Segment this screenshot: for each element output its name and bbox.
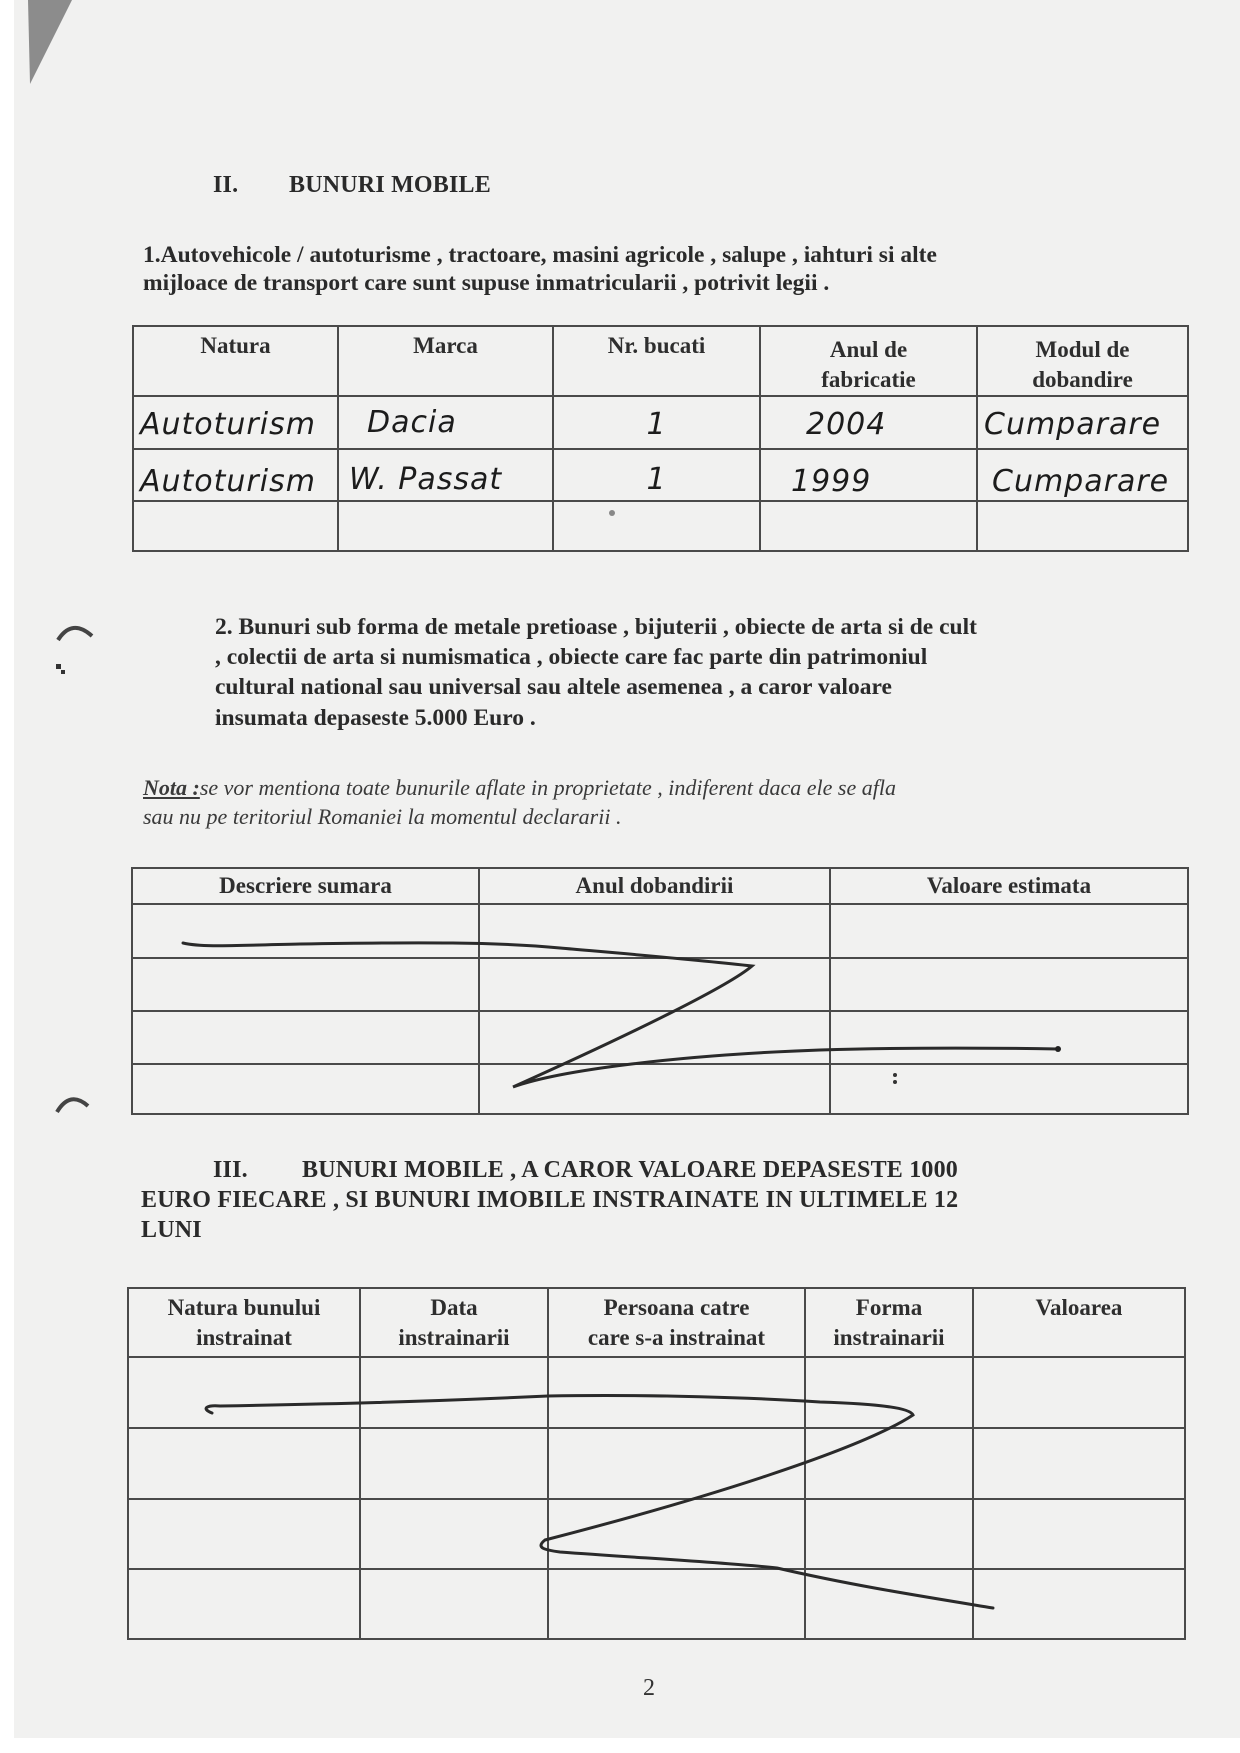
- cell-empty: [548, 1569, 805, 1639]
- table-row: [132, 1064, 1188, 1114]
- precious-goods-table: [131, 867, 1189, 1115]
- table-row: [128, 1499, 1185, 1569]
- cell-empty: [553, 501, 760, 551]
- header-marca: Marca: [338, 326, 553, 396]
- cell-empty: [479, 958, 830, 1011]
- header-natura: Natura: [133, 326, 338, 396]
- cell-empty: [128, 1428, 360, 1499]
- header-anul-dobandirii: Anul dobandirii: [479, 868, 830, 904]
- cell-empty: [128, 1357, 360, 1428]
- cell-empty: [360, 1569, 548, 1639]
- table-row: [128, 1428, 1185, 1499]
- section-ii-number: II.: [213, 172, 239, 198]
- cell-empty: [128, 1569, 360, 1639]
- header-valoare-estimata: Valoare estimata: [830, 868, 1188, 904]
- subsection-2-line-3: cultural national sau universal sau altele asemenea , a caror valoare: [215, 674, 892, 700]
- cell-empty: [479, 1064, 830, 1114]
- header-descriere-sumara: Descriere sumara: [132, 868, 479, 904]
- cell-empty: [360, 1428, 548, 1499]
- header-natura-bunului: Natura bunului instrainat: [128, 1288, 360, 1357]
- cell-empty: [805, 1357, 973, 1428]
- cell-marca: W. Passat: [338, 449, 553, 501]
- table-row: [133, 449, 1188, 501]
- subsection-2-line-4: insumata depaseste 5.000 Euro .: [215, 705, 536, 731]
- table-row: [132, 958, 1188, 1011]
- table-row: [128, 1357, 1185, 1428]
- section-iii-title-line-3: LUNI: [141, 1217, 202, 1243]
- table-row: [133, 501, 1188, 551]
- cell-modul: Cumparare: [977, 396, 1188, 449]
- cell-empty: [360, 1499, 548, 1569]
- cell-empty: [830, 1011, 1188, 1064]
- alienated-goods-table: [127, 1287, 1186, 1640]
- cell-empty: [479, 904, 830, 958]
- cell-empty: [338, 501, 553, 551]
- cell-empty: [830, 904, 1188, 958]
- page-number: 2: [643, 1675, 655, 1701]
- header-forma-instrainarii: Forma instrainarii: [805, 1288, 973, 1357]
- corner-fold-shape: [28, 0, 72, 84]
- cell-empty: [805, 1428, 973, 1499]
- cell-empty: [805, 1569, 973, 1639]
- cell-anul: 1999: [760, 449, 977, 501]
- subsection-1-line-1: 1.Autovehicole / autoturisme , tractoare, masini agricole , salupe , iahturi si alte: [143, 242, 937, 268]
- section-ii-title: BUNURI MOBILE: [289, 172, 491, 198]
- cell-marca: Dacia: [338, 396, 553, 449]
- cell-empty: [479, 1011, 830, 1064]
- table-row: [128, 1569, 1185, 1639]
- cell-empty: [830, 1064, 1188, 1114]
- cell-empty: [132, 1064, 479, 1114]
- nota-line-2: sau nu pe teritoriul Romaniei la momentul declararii .: [143, 804, 622, 829]
- section-iii-number: III.: [213, 1157, 248, 1183]
- subsection-2-line-1: 2. Bunuri sub forma de metale pretioase , bijuterii , obiecte de arta si de cult: [215, 614, 977, 640]
- cell-empty: [830, 958, 1188, 1011]
- subsection-2-line-2: , colectii de arta si numismatica , obiecte care fac parte din patrimoniul: [215, 644, 928, 670]
- section-iii-title-line-2: EURO FIECARE , SI BUNURI IMOBILE INSTRAINATE IN ULTIMELE 12: [141, 1187, 959, 1213]
- cell-natura: Autoturism: [133, 396, 338, 449]
- section-iii-title-line-1: BUNURI MOBILE , A CAROR VALOARE DEPASESTE 1000: [302, 1157, 958, 1183]
- table-row: [132, 904, 1188, 958]
- cell-empty: [760, 501, 977, 551]
- cell-empty: [548, 1499, 805, 1569]
- cell-empty: [128, 1499, 360, 1569]
- cell-empty: [973, 1428, 1185, 1499]
- table-row: [133, 396, 1188, 449]
- cell-natura: Autoturism: [133, 449, 338, 501]
- table-row: [132, 1011, 1188, 1064]
- table-header-row: [133, 326, 1188, 396]
- nota-line-1: [143, 773, 896, 802]
- nota-text-1: se vor mentiona toate bunurile aflate in proprietate , indiferent daca ele se afla: [199, 775, 896, 800]
- cell-anul: 2004: [760, 396, 977, 449]
- cell-empty: [360, 1357, 548, 1428]
- header-modul-dobandire: Modul de dobandire: [977, 326, 1188, 396]
- cell-modul: Cumparare: [977, 449, 1188, 501]
- cell-empty: [132, 1011, 479, 1064]
- cell-empty: [973, 1357, 1185, 1428]
- vehicles-table: [132, 325, 1189, 552]
- cell-nr-bucati: 1: [553, 449, 760, 501]
- folded-corner-shadow: [0, 0, 80, 90]
- table-header-row: [132, 868, 1188, 904]
- cell-empty: [133, 501, 338, 551]
- subsection-1-line-2: mijloace de transport care sunt supuse inmatricularii , potrivit legii .: [143, 270, 830, 296]
- header-nr-bucati: Nr. bucati: [553, 326, 760, 396]
- header-persoana: Persoana catre care s-a instrainat: [548, 1288, 805, 1357]
- table-header-row: [128, 1288, 1185, 1357]
- header-valoarea: Valoarea: [973, 1288, 1185, 1357]
- header-data-instrainarii: Data instrainarii: [360, 1288, 548, 1357]
- header-anul-fabricatie: Anul de fabricatie: [760, 326, 977, 396]
- cell-empty: [977, 501, 1188, 551]
- nota-label: Nota :: [143, 775, 200, 800]
- cell-nr-bucati: 1: [553, 396, 760, 449]
- cell-empty: [805, 1499, 973, 1569]
- cell-empty: [973, 1499, 1185, 1569]
- cell-empty: [132, 958, 479, 1011]
- cell-empty: [132, 904, 479, 958]
- cell-empty: [548, 1428, 805, 1499]
- cell-empty: [548, 1357, 805, 1428]
- cell-empty: [973, 1569, 1185, 1639]
